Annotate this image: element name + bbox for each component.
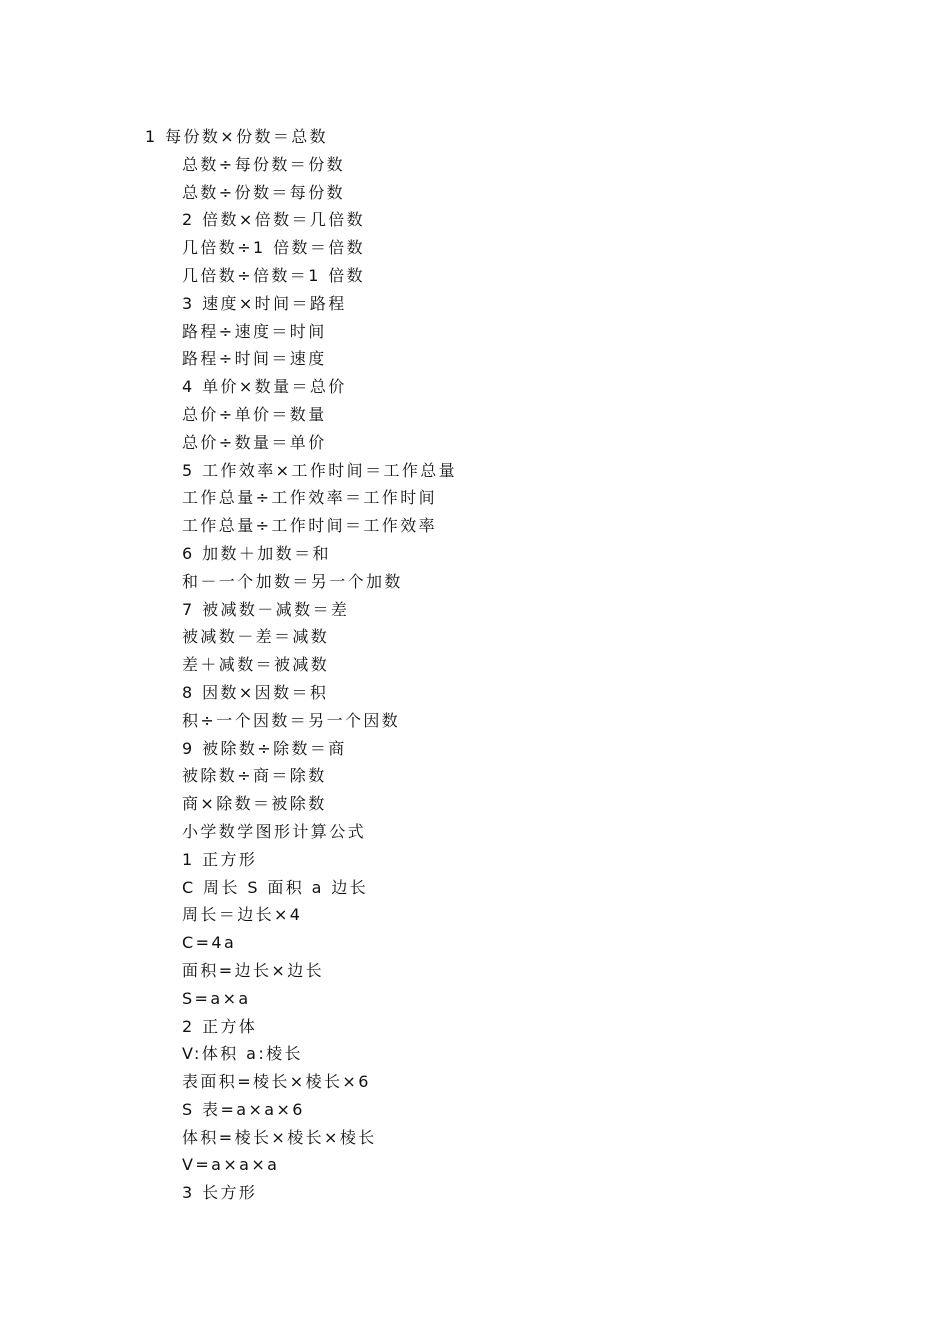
text-line: 面积=边长×边长 xyxy=(182,960,325,980)
text-line: 周长＝边长×4 xyxy=(182,905,303,925)
text-line: 2 正方体 xyxy=(182,1016,258,1036)
text-line: S=a×a xyxy=(182,988,251,1008)
text-line: 总价÷数量＝单价 xyxy=(182,432,327,452)
text-line: 几倍数÷倍数＝1 倍数 xyxy=(182,265,366,285)
text-line: 路程÷速度＝时间 xyxy=(182,321,327,341)
section-heading: 小学数学图形计算公式 xyxy=(182,821,367,841)
text-line: 工作总量÷工作时间＝工作效率 xyxy=(182,516,438,536)
text-line: C=4a xyxy=(182,933,237,953)
text-line: 被减数－差＝减数 xyxy=(182,627,330,647)
text-line: V=a×a×a xyxy=(182,1155,280,1175)
text-line: 1 正方形 xyxy=(182,849,258,869)
text-line: 总价÷单价＝数量 xyxy=(182,404,327,424)
text-line: S 表=a×a×6 xyxy=(182,1099,305,1119)
formula-list xyxy=(145,123,457,1207)
text-line: 体积=棱长×棱长×棱长 xyxy=(182,1127,377,1147)
text-line: 5 工作效率×工作时间＝工作总量 xyxy=(182,460,458,480)
text-line: 9 被除数÷除数＝商 xyxy=(182,738,347,758)
text-line: 总数÷份数＝每份数 xyxy=(182,182,346,202)
text-line: 7 被减数－减数＝差 xyxy=(182,599,350,619)
text-line: 表面积=棱长×棱长×6 xyxy=(182,1072,371,1092)
text-line: 1 每份数×份数＝总数 xyxy=(145,127,329,146)
text-line: 工作总量÷工作效率＝工作时间 xyxy=(182,488,438,508)
text-line: 2 倍数×倍数＝几倍数 xyxy=(182,210,366,230)
text-line: 差＋减数＝被减数 xyxy=(182,655,330,675)
text-line: 4 单价×数量＝总价 xyxy=(182,377,347,397)
text-line: 路程÷时间＝速度 xyxy=(182,349,327,369)
text-line: 几倍数÷1 倍数＝倍数 xyxy=(182,238,366,258)
text-line: 3 长方形 xyxy=(182,1183,258,1203)
text-line: V:体积 a:棱长 xyxy=(182,1044,303,1064)
text-line: 积÷一个因数＝另一个因数 xyxy=(182,710,401,730)
text-line: 商×除数＝被除数 xyxy=(182,794,327,814)
text-line: 3 速度×时间＝路程 xyxy=(182,293,347,313)
text-line: 总数÷每份数＝份数 xyxy=(182,154,346,174)
text-line: 8 因数×因数＝积 xyxy=(182,682,329,702)
text-line: 被除数÷商＝除数 xyxy=(182,766,327,786)
text-line: C 周长 S 面积 a 边长 xyxy=(182,877,369,897)
text-line: 和－一个加数＝另一个加数 xyxy=(182,571,403,591)
text-line: 6 加数＋加数＝和 xyxy=(182,543,331,563)
